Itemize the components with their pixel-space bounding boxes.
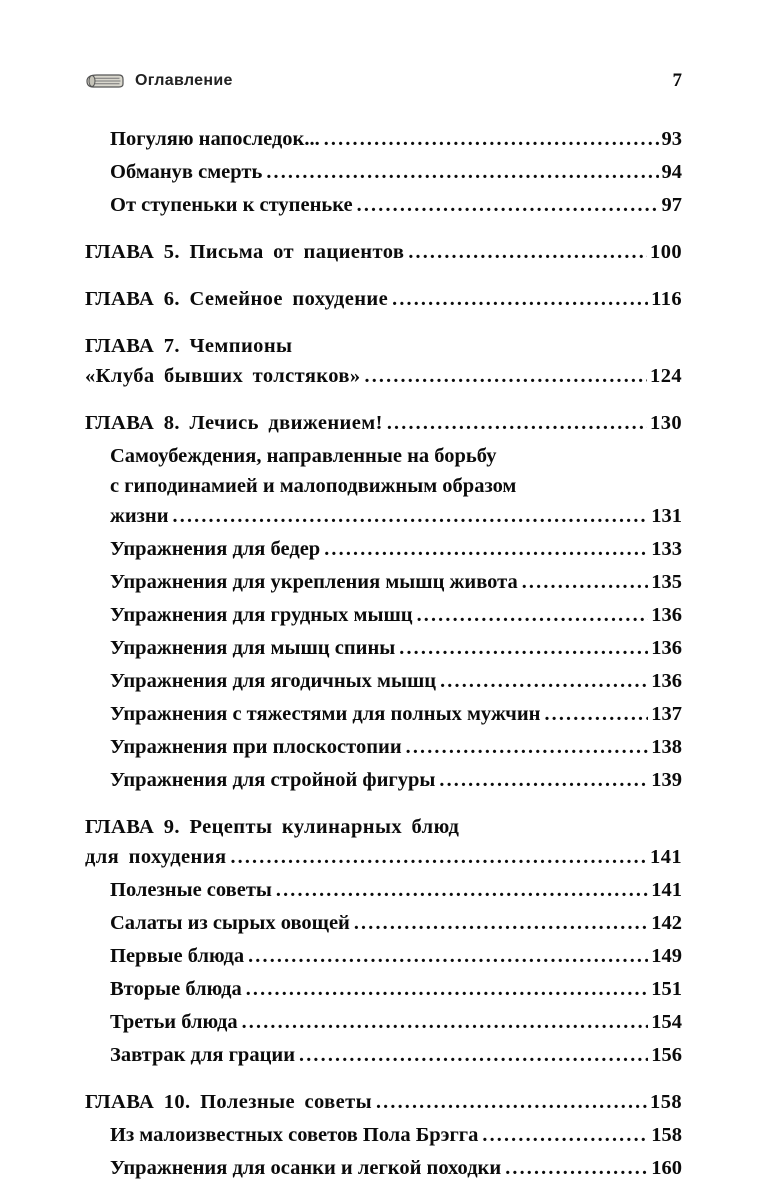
toc-sub-entry (85, 157, 682, 187)
toc-entry-title: ГЛАВА 10. Полезные советы (85, 1091, 372, 1113)
toc-entry-title: Полезные советы (110, 879, 272, 901)
toc-entry-line (85, 361, 682, 391)
toc-page-number: 136 (651, 670, 682, 692)
toc-entry-line (110, 875, 682, 905)
toc-entry-line (110, 1007, 682, 1037)
toc-entry-title: Упражнения для бедер (110, 538, 321, 560)
toc-entry-title: Упражнения при плоскостопии (110, 736, 402, 758)
toc-page-number: 142 (651, 912, 682, 934)
toc-entry-line (85, 408, 682, 438)
toc-sub-entry (85, 1007, 682, 1037)
toc-page-number: 116 (651, 288, 682, 310)
toc-sub-entry (85, 1040, 682, 1070)
book-icon (85, 71, 125, 91)
dot-leader (266, 157, 658, 187)
toc-entry-line (110, 666, 682, 696)
toc-entry-line (110, 124, 682, 154)
toc-entry-line (110, 699, 682, 729)
dot-leader (357, 190, 659, 220)
toc-entry-line (110, 974, 682, 1004)
dot-leader (387, 408, 647, 438)
toc-sub-entry (85, 732, 682, 762)
toc-entry-title: От ступеньки к ступеньке (110, 194, 353, 216)
toc-chapter-entry (85, 408, 682, 438)
toc-entry-title: Упражнения для укрепления мышц живота (110, 571, 518, 593)
toc-entry-title: ГЛАВА 5. Письма от пациентов (85, 241, 405, 263)
toc-sub-entry (85, 441, 682, 531)
toc-sub-entry (85, 765, 682, 795)
toc-entry-title: ГЛАВА 6. Семейное похудение (85, 288, 389, 310)
dot-leader (324, 534, 648, 564)
toc-page-number: 124 (650, 365, 682, 387)
dot-leader (230, 842, 647, 872)
toc-sub-entry (85, 190, 682, 220)
toc-page-number: 93 (661, 128, 682, 150)
toc-entry-line (110, 1120, 682, 1150)
toc-sub-entry (85, 567, 682, 597)
toc-entry-title: Погуляю напоследок... (110, 128, 320, 150)
toc-entry-line (110, 941, 682, 971)
toc-page-number: 130 (650, 412, 682, 434)
dot-leader (406, 732, 649, 762)
toc-page-number: 138 (651, 736, 682, 758)
toc-sub-entry (85, 699, 682, 729)
toc-entry-line (110, 765, 682, 795)
dot-leader (440, 666, 648, 696)
toc-chapter-entry (85, 237, 682, 267)
toc-page-number: 131 (651, 505, 682, 527)
toc-page-number: 154 (651, 1011, 682, 1033)
toc-entry-title: Упражнения для мышц спины (110, 637, 396, 659)
dot-leader (376, 1087, 647, 1117)
toc-list (85, 124, 682, 1183)
dot-leader (173, 501, 649, 531)
toc-entry-line (85, 237, 682, 267)
dot-leader (408, 237, 647, 267)
toc-page-number: 97 (661, 194, 682, 216)
toc-page-number: 135 (651, 571, 682, 593)
page-header (85, 70, 682, 92)
toc-page-number: 137 (651, 703, 682, 725)
toc-entry-line (110, 190, 682, 220)
toc-page-number: 94 (661, 161, 682, 183)
toc-page-number: 100 (650, 241, 682, 263)
toc-sub-entry (85, 1153, 682, 1183)
toc-entry-title: Обманув смерть (110, 161, 263, 183)
toc-page-number: 158 (651, 1124, 682, 1146)
toc-sub-entry (85, 534, 682, 564)
dot-leader (417, 600, 649, 630)
toc-sub-entry (85, 1120, 682, 1150)
toc-entry-line (110, 534, 682, 564)
toc-entry-line: ГЛАВА 9. Рецепты кулинарных блюд (85, 816, 460, 838)
page-number: 7 (672, 70, 682, 91)
dot-leader (365, 361, 648, 391)
toc-chapter-entry (85, 331, 682, 391)
toc-chapter-entry (85, 1087, 682, 1117)
dot-leader (482, 1120, 648, 1150)
dot-leader (246, 974, 649, 1004)
toc-sub-entry (85, 666, 682, 696)
toc-page-number: 136 (651, 604, 682, 626)
dot-leader (505, 1153, 648, 1183)
dot-leader (392, 284, 648, 314)
toc-entry-line: с гиподинамией и малоподвижным образом (110, 475, 517, 497)
toc-sub-entry (85, 974, 682, 1004)
toc-entry-line (110, 908, 682, 938)
toc-sub-entry (85, 941, 682, 971)
toc-page-number: 151 (651, 978, 682, 1000)
toc-entry-title: Упражнения с тяжестями для полных мужчин (110, 703, 541, 725)
toc-entry-title: ГЛАВА 8. Лечись движением! (85, 412, 383, 434)
toc-page-number: 133 (651, 538, 682, 560)
header-left (85, 71, 233, 91)
toc-entry-title: Из малоизвестных советов Пола Брэгга (110, 1124, 479, 1146)
toc-entry-line: ГЛАВА 7. Чемпионы (85, 335, 293, 357)
toc-entry-title: Первые блюда (110, 945, 245, 967)
toc-entry-line (85, 284, 682, 314)
toc-page-number: 149 (651, 945, 682, 967)
dot-leader (522, 567, 649, 597)
dot-leader (299, 1040, 648, 1070)
toc-entry-title: Упражнения для стройной фигуры (110, 769, 436, 791)
toc-entry-line (110, 157, 682, 187)
toc-page-number: 141 (650, 846, 682, 868)
toc-entry-line (110, 567, 682, 597)
dot-leader (324, 124, 659, 154)
toc-entry-line: Самоубеждения, направленные на борьбу (110, 445, 497, 467)
dot-leader (439, 765, 648, 795)
toc-entry-title: Упражнения для ягодичных мышц (110, 670, 437, 692)
toc-entry-line (110, 1040, 682, 1070)
toc-entry-title: Упражнения для грудных мышц (110, 604, 413, 626)
toc-page-number: 139 (651, 769, 682, 791)
toc-sub-entry (85, 124, 682, 154)
toc-page-number: 141 (651, 879, 682, 901)
toc-sub-entry (85, 875, 682, 905)
toc-entry-title: Вторые блюда (110, 978, 242, 1000)
toc-entry-line (110, 1153, 682, 1183)
toc-page-number: 136 (651, 637, 682, 659)
toc-entry-line (110, 633, 682, 663)
toc-chapter-entry (85, 284, 682, 314)
toc-entry-line (85, 1087, 682, 1117)
toc-entry-title: Салаты из сырых овощей (110, 912, 350, 934)
toc-entry-title: для похудения (85, 846, 227, 868)
toc-page-number: 158 (650, 1091, 682, 1113)
toc-entry-line (110, 501, 682, 531)
dot-leader (242, 1007, 649, 1037)
toc-entry-line (110, 600, 682, 630)
toc-sub-entry (85, 633, 682, 663)
toc-sub-entry (85, 600, 682, 630)
dot-leader (399, 633, 648, 663)
toc-entry-title: «Клуба бывших толстяков» (85, 365, 361, 387)
toc-entry-line (110, 732, 682, 762)
toc-page-number: 156 (651, 1044, 682, 1066)
toc-entry-line (85, 842, 682, 872)
toc-chapter-entry (85, 812, 682, 872)
dot-leader (354, 908, 648, 938)
header-title: Оглавление (135, 72, 233, 89)
toc-sub-entry (85, 908, 682, 938)
dot-leader (544, 699, 648, 729)
toc-page-number: 160 (651, 1157, 682, 1179)
toc-entry-title: жизни (110, 505, 169, 527)
dot-leader (276, 875, 648, 905)
toc-entry-title: Третьи блюда (110, 1011, 238, 1033)
toc-entry-title: Завтрак для грации (110, 1044, 296, 1066)
dot-leader (248, 941, 648, 971)
toc-entry-title: Упражнения для осанки и легкой походки (110, 1157, 502, 1179)
